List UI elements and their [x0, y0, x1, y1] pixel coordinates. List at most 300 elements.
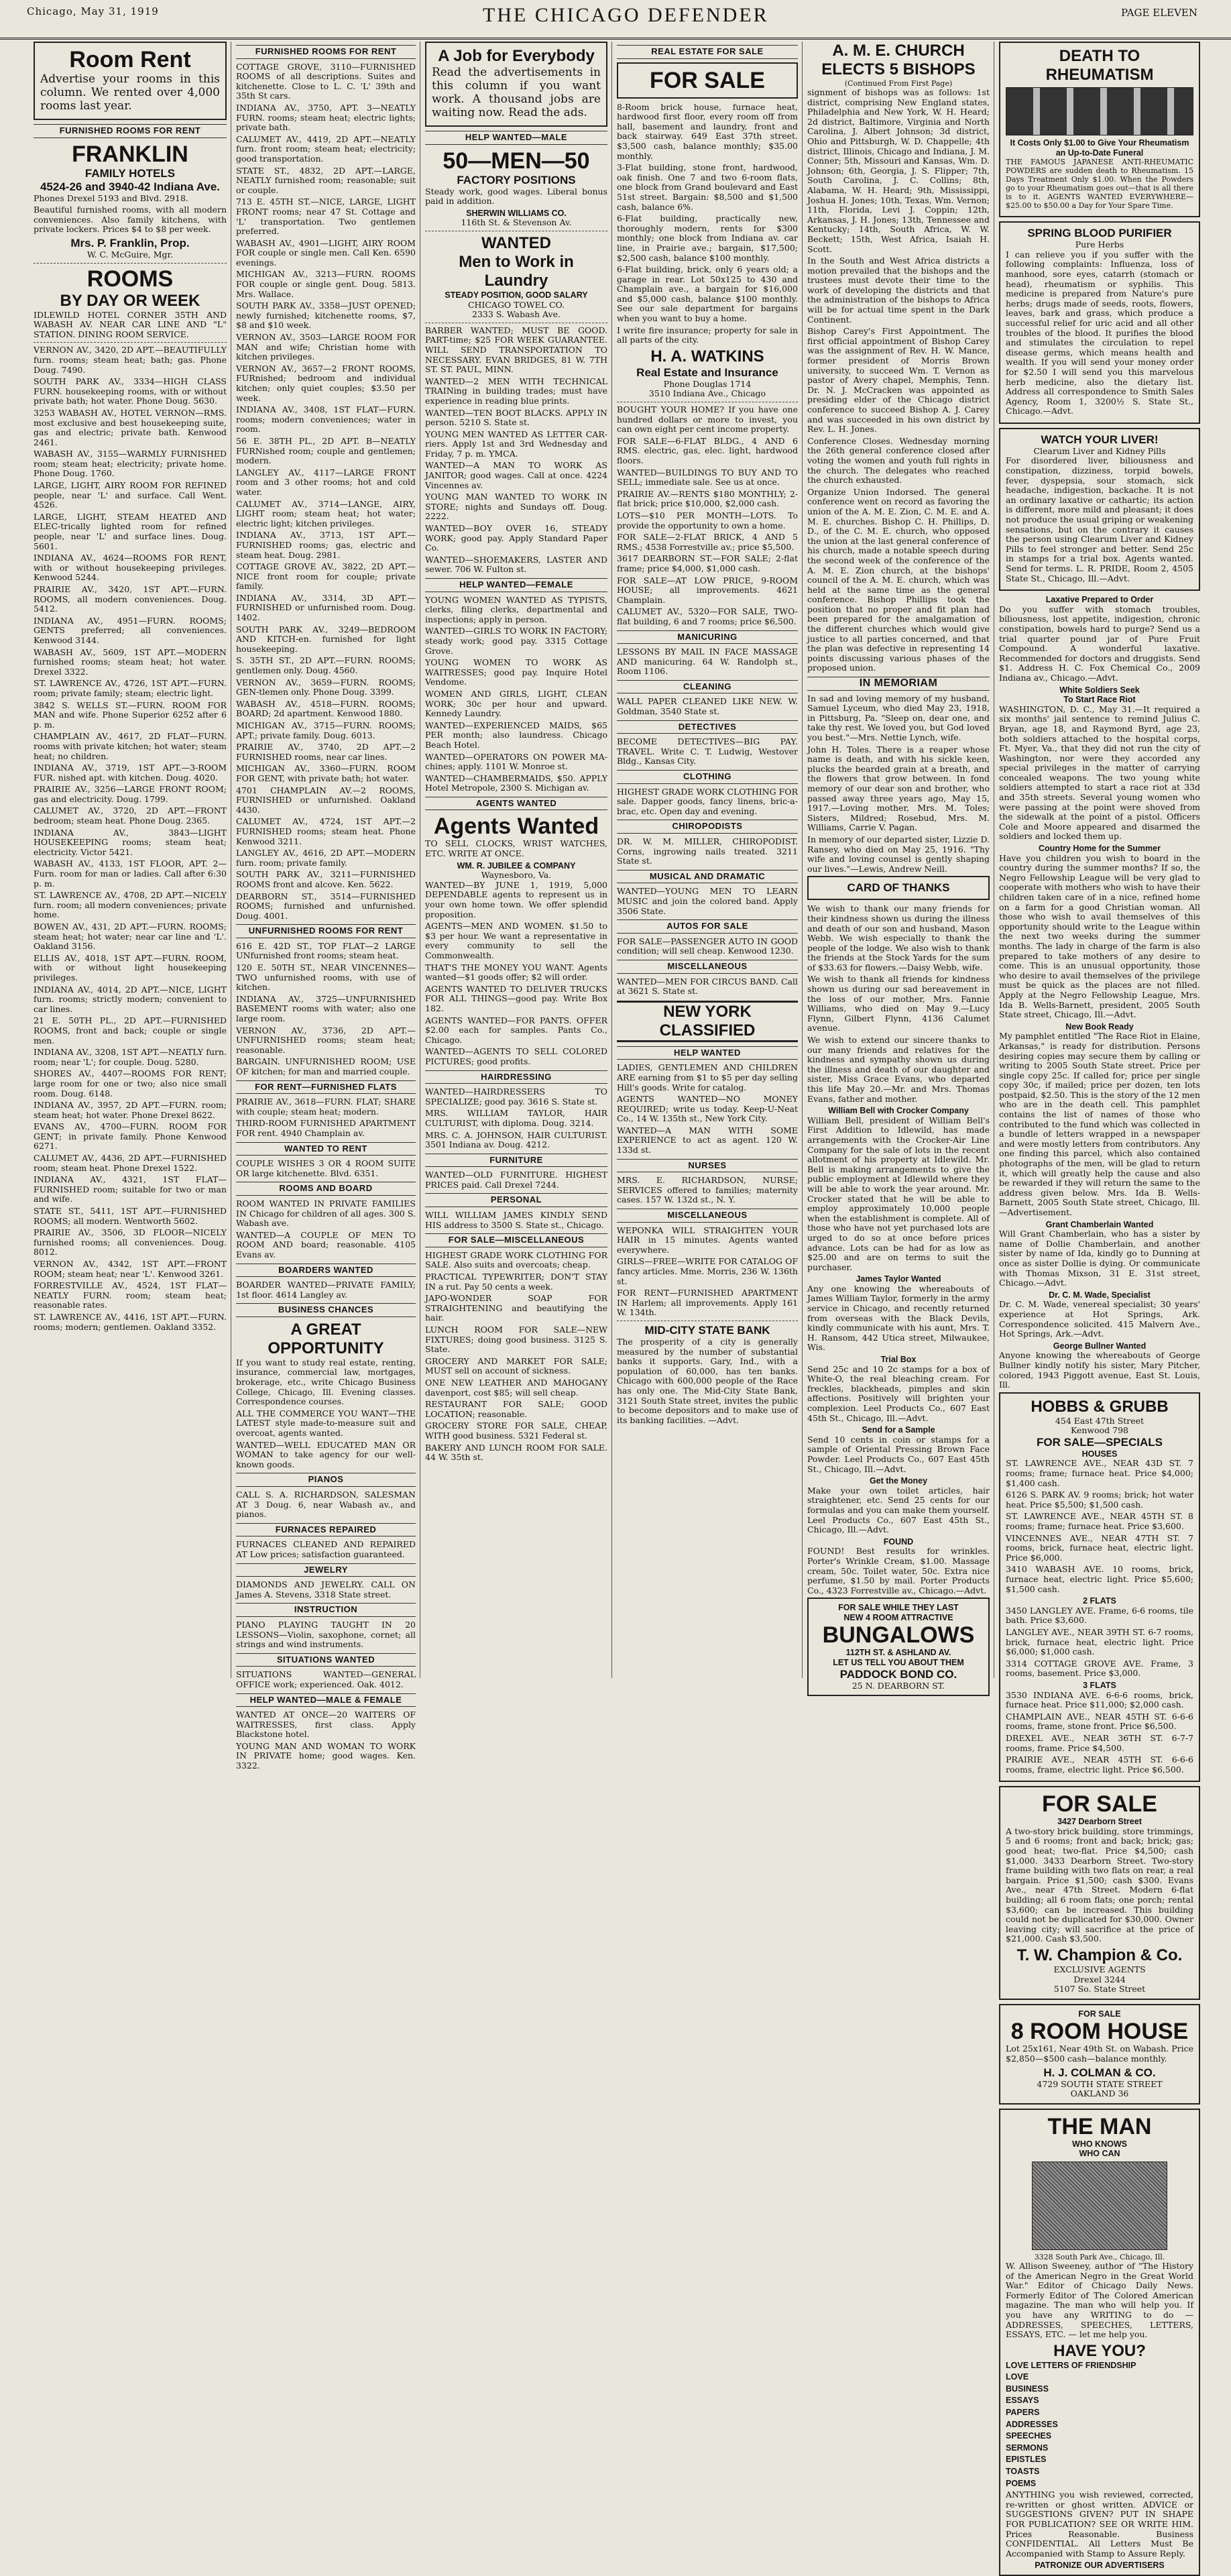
colman-body: Lot 25x161, Near 49th St. on Wabash. Price $2,850—$500 cash—balance monthly.	[1006, 2043, 1193, 2064]
midcity-body: The prosperity of a city is generally measured by the number of substantial banks it supports. Gary, Ind., with a population of 60,000, has ten banks. Chicago with 600,000 people of the Race has only one. The Mid-City State Bank, 3121 South State street, invites the public to become depositors and to make use of its banking facilities. —Advt.	[617, 1336, 798, 1425]
getmoney-title: Get the Money	[869, 1476, 928, 1486]
section-heading: PERSONAL	[425, 1193, 607, 1207]
section-heading: PIANOS	[236, 1473, 416, 1487]
classified-item: WANTED—GIRLS TO WORK IN FACTORY; steady work; good pay. 3315 Cottage Grove.	[425, 626, 607, 656]
trial-body: Send 25c and 10 2c stamps for a box of White-O, the real bleaching cream. For freckles, blackheads, pimples and skin affections. Positively will brighten your complexion. Leel Products Co., 607 East 45th St., Chicago, Ill.—Advt.	[807, 1363, 990, 1423]
classified-item: LADIES, GENTLEMEN AND CHILDREN ARE earning from $1 to $5 per day selling Hill's goods. Write for catalog.	[617, 1062, 798, 1093]
classified-item: DR. W. M. MILLER, CHIROPODIST. Corns, ingrowing nails treated. 3211 State st.	[617, 836, 798, 866]
classified-item: BOWEN AV., 431, 2D APT.—FURN. ROOMS; steam heat; hot water; near car line and 'L'. Oakland 3156.	[34, 921, 227, 952]
classified-item: INDIANA AV., 4624—ROOMS FOR RENT, with or without housekeeping privileges. Kenwood 5244.	[34, 553, 227, 583]
col2-ad-list	[236, 1490, 416, 1520]
newbook-title: New Book Ready	[1065, 1021, 1134, 1031]
country-body: Have you children you wish to board in the country during the summer months? If so, the Negro Fellowship League will be very glad to cooperate with mothers who wish to have their children taken care of in a nice, refined home on a farm for a good Christian woman. All those who wish to avail themselves of this opportunity should write to the League within the next two weeks during the summer months. The lady in charge of the farm is also prepared to take mothers of any desire to come. This is an unusual opportunity, those who desire to avail themselves of the privilege must be quick as the places are not filled. Apply at the Negro Fellowship League, Mrs. Ida B. Wells-Barnett, president, 2005 South State street, Chicago, Ill.—Advt.	[999, 852, 1200, 1020]
classified-item: ROOM WANTED IN PRIVATE FAMILIES IN Chicago for children of all ages. 300 S. Wabash ave.	[236, 1198, 416, 1229]
col4-ad-list	[617, 1063, 798, 1155]
laundry-addr: 2333 S. Wabash Ave.	[472, 309, 561, 320]
rheumatism-title: DEATH TO RHEUMATISM	[1045, 47, 1154, 84]
col2-ad-list	[236, 942, 416, 1077]
classified-item: LOVE	[1006, 2372, 1029, 2382]
room-rent-body: Advertise your rooms in this column. We rented over 4,000 rooms last year.	[40, 72, 220, 113]
colman-phone: OAKLAND 36	[1070, 2088, 1129, 2099]
bungalow-sub: NEW 4 ROOM ATTRACTIVE	[843, 1612, 953, 1622]
memoriam-list	[807, 694, 990, 875]
section-heading: HELP WANTED	[617, 1046, 798, 1060]
col2-ad-list	[236, 1670, 416, 1689]
fifty-men-firm: SHERWIN WILLIAMS CO.	[466, 208, 567, 218]
classified-item: INDIANA AV., 3750, APT. 3—NEATLY FURN. rooms; steam heat; electric lights; private bath.	[236, 102, 416, 133]
classified-item: WANTED—MEN FOR CIRCUS BAND. Call at 3621 S. State st.	[617, 976, 798, 997]
champion-title: T. W. Champion & Co.	[1016, 1946, 1183, 1964]
classified-item: PRAIRIE AV., 3420, 1ST APT.—FURN. ROOMS, all modern conveniences. Doug. 5412.	[34, 584, 227, 614]
section-heading: BUSINESS CHANCES	[236, 1303, 416, 1317]
classified-item: WANTED—CHAMBERMAIDS, $50. APPLY Hotel Metropole, 2300 S. Michigan av.	[425, 773, 607, 793]
classified-item: ST. LAWRENCE AV., 4416, 1ST APT.—FURN. rooms; modern; gentlemen. Oakland 3352.	[34, 1311, 227, 1332]
col2-ad-list	[236, 1097, 416, 1138]
classified-item: PRAIRIE AV.—RENTS $180 MONTHLY; 2-flat brick; price $10,000, $2,000 cash.	[617, 488, 798, 509]
classified-item: AGENTS WANTED TO DELIVER TRUCKS FOR ALL THINGS—good pay. Write Box 182.	[425, 983, 607, 1013]
forsale2-addr: 3427 Dearborn Street	[1057, 1817, 1142, 1827]
classified-item: HIGHEST GRADE WORK CLOTHING FOR SALE. Also suits and overcoats; cheap.	[425, 1249, 607, 1270]
column-rule	[802, 42, 803, 1678]
section-heading: NURSES	[617, 1159, 798, 1173]
classified-item: BECOME DETECTIVES—BIG PAY. TRAVEL. Write C. T. Ludwig, Westover Bldg., Kansas City.	[617, 736, 798, 767]
wade-title: Dr. C. M. Wade, Specialist	[1049, 1290, 1151, 1300]
champion-sub: EXCLUSIVE AGENTS	[1053, 1964, 1146, 1974]
classified-item: BARGAIN. UNFURNISHED ROOM; USE OF kitchen; for man and married couple.	[236, 1056, 416, 1076]
col2-ad-list	[236, 62, 416, 921]
classified-item: PRAIRIE AVE., NEAR 45TH ST. 6-6-6 rooms, frame, electric light. Price $6,500.	[1006, 1754, 1193, 1775]
hobbs-ad	[999, 1392, 1200, 1783]
rooms-ad	[34, 266, 227, 340]
rooms-body: IDLEWILD HOTEL CORNER 35TH AND WABASH AV. NEAR CAR LINE AND "L" STATION. DINING ROOM SERVICE.	[34, 309, 227, 339]
classified-item: INDIANA AV., 3408, 1ST FLAT—FURN. rooms; modern conveniences; water in room.	[236, 404, 416, 435]
hobbs-list	[1006, 1459, 1193, 1594]
classified-item: INDIANA AV., 3725—UNFURNISHED BASEMENT rooms with water; also one large room.	[236, 993, 416, 1024]
classified-item: 6-Flat building, practically new, thoroughly modern, rents for $300 monthly; one block from Indiana av. car line, in Prairie ave.; bargain, $17,500; $2,500 cash, balance $100 monthly.	[617, 213, 798, 263]
col2-ad-list	[236, 1580, 416, 1600]
getmoney-body: Make your own toilet articles, hair straightener, etc. Send 25 cents for our formulas and you can make them yourself. Leel Products Co., 607 East 45th St., Chicago, Ill.—Advt.	[807, 1485, 990, 1535]
col3-ad-list	[425, 1251, 607, 1463]
agents-addr: Waynesboro, Va.	[481, 870, 552, 881]
classified-item: 3530 INDIANA AVE. 6-6-6 rooms, brick, furnace heat. Price $11,000; $2,000 cash.	[1006, 1689, 1193, 1710]
classified-item: MICHIGAN AV., 3360—FURN. ROOM FOR GENT, with private bath; hot water.	[236, 763, 416, 783]
classified-item: ALL THE COMMERCE YOU WANT—THE LATEST style made-to-measure suit and overcoat, agents wanted.	[236, 1408, 416, 1439]
classified-item: WANTED—AGENTS TO SELL COLORED PICTURES; good profits.	[425, 1046, 607, 1066]
ame-sub: ELECTS 5 BISHOPS	[821, 60, 976, 78]
classified-item: WANTED—A COUPLE OF MEN TO ROOM AND board; reasonable. 4105 Evans av.	[236, 1229, 416, 1259]
bungalow-firm: PADDOCK BOND CO.	[839, 1667, 957, 1681]
classified-item: MRS. WILLIAM TAYLOR, HAIR CULTURIST, with diploma. Doug. 3214.	[425, 1108, 607, 1128]
classified-item: WANTED—BY JUNE 1, 1919, 5,000 DEPENDABLE agents to represent us in your own home town. We offer splendid proposition.	[425, 879, 607, 919]
classified-item: PRAIRIE AV., 3506, 3D FLOOR—NICELY furnished rooms; all conveniences. Doug. 8012.	[34, 1227, 227, 1257]
classified-item: WALL PAPER CLEANED LIKE NEW. W. Goldman, 3540 State st.	[617, 696, 798, 717]
section-heading: AGENTS WANTED	[425, 797, 607, 811]
found-body: FOUND! Best results for wrinkles. Porter's Wrinkle Cream, $1.00. Massage cream, 50c. Toilet water, 50c. Extra nice perfume, $1.50 by mail. Porter Products Co., 4323 Forrestville av., Chicago.—Advt.	[807, 1546, 990, 1595]
classified-item: CALUMET AV., 3714—LANGE, AIRY, LIGHT room; steam heat; hot water; electric light; kitchen privileges.	[236, 498, 416, 528]
room-rent-box	[34, 42, 227, 120]
col2-ad-list	[236, 1409, 416, 1470]
col2-ad-list	[236, 1280, 416, 1300]
section-heading: INSTRUCTION	[236, 1603, 416, 1617]
classified-item: In the South and West Africa districts a motion prevailed that the bishops and the trustees must devote their time to the work of developing the districts and that the administration of the bishops to Africa will be for actual time spent in the Dark Continent.	[807, 256, 990, 325]
liver-body: For disordered liver, biliousness and constipation, dizziness, torpid bowels, fever, dyspepsia, sour stomach, sick headache, indigestion, backache. It is not an ordinary laxative or cathartic; its action is different, more mild and pleasant; it does not produce the usual griping or weakening sensations, but on the contrary it causes the person using Clearum Liver and Kidney Pills to feel stronger and better. Send 25c in stamps for a trial box. Agents wanted. Send for terms. L. R. PRIDE, Room 2, 4505 State St., Chicago, Ill.—Advt.	[1006, 455, 1193, 583]
classified-item: WANTED—HAIRDRESSERS TO SPECIALIZE; good pay. 3616 S. State st.	[425, 1086, 607, 1107]
col3-ad-list	[425, 881, 607, 1067]
col4-ad-list	[617, 405, 798, 626]
rheumatism-sub: It Costs Only $1.00 to Give Your Rheumatism an Up-to-Date Funeral	[1010, 138, 1189, 158]
classified-item: Organize Union Indorsed. The general conference went on record as favoring the union of the A. M. E. Zion, C. M. E. and A. M. E. churches. Bishop C. H. Phillips, D. D., of the C. M. E. church, who opposed the union at the last general conference of his church, made a notable speech during the second week of the conference of the A. M. E. Zion church, at the bishops' council of the A. M. E. church, which was held at the same time as the general conference. Bishop Phillips took the position that no proper and fit plan had been prepared for the amalgamation of the different churches which would give justice to all parties concerned, and that the plan was defective in representing 14 points discussing various phases of the proposed union.	[807, 486, 990, 673]
col3-ad-list	[425, 1211, 607, 1230]
job-title: A Job for Everybody	[438, 47, 595, 65]
classified-item: 6126 S. PARK AV. 9 rooms; brick; hot water heat. Price $5,500; $1,500 cash.	[1006, 1490, 1193, 1510]
classified-item: PRAIRIE AV., 3740, 2D APT.—2 FURNISHED rooms, near car lines.	[236, 742, 416, 762]
masthead-date: Chicago, May 31, 1919	[27, 5, 159, 17]
classified-item: WANTED—OLD FURNITURE. HIGHEST PRICES paid. Call Drexel 7244.	[425, 1170, 607, 1190]
section-heading: MISCELLANEOUS	[617, 960, 798, 974]
col1-ad-list	[34, 345, 227, 1332]
col4-ad-list	[617, 887, 798, 916]
classified-item: VERNON AV., 3657—2 FRONT ROOMS, FURnished; bedroom and individual kitchen; only quiet couples; $3.50 per week.	[236, 363, 416, 403]
section-heading: CLEANING	[617, 680, 798, 694]
col2-ad-list	[236, 1620, 416, 1650]
classified-item: LESSONS BY MAIL IN FACE MASSAGE AND manicuring. 64 W. Randolph st., Room 1106.	[617, 647, 798, 677]
classified-item: LOVE LETTERS OF FRIENDSHIP	[1006, 2360, 1136, 2370]
classified-item: SHORES AV., 4407—ROOMS FOR RENT; large room for one or two; also nice small room. Doug. 6148.	[34, 1068, 227, 1099]
ame-title: A. M. E. CHURCH	[832, 42, 965, 60]
classified-item: 3-Flat building, stone front, hardwood, oak finish. One 7 and two 6-room flats, one block from Grand boulevard and East 51st street. Bargain: $8,500 and $1,500 cash, balance 6%.	[617, 162, 798, 212]
classified-item: We wish to thank our many friends for their kindness shown us during the illness and death of our son and husband, Mason Webb. We wish especially to thank the people of the lodge. We also wish to thank the friends at the Stock Yards for the sum of $33.63 for flowers.—Daisy Webb, wife.	[807, 903, 990, 972]
classified-item: 21 E. 50TH PL., 2D APT.—FURNISHED ROOMS, front and back; couple or single men.	[34, 1015, 227, 1046]
patronize-line: PATRONIZE OUR ADVERTISERS	[1035, 2561, 1165, 2571]
classified-item: PAPERS	[1006, 2408, 1040, 2418]
the-man-list	[1006, 2361, 1193, 2489]
rheumatism-ad	[999, 42, 1200, 217]
classified-item: AGENTS—MEN AND WOMEN. $1.50 to $3 per hour. We want a representative in every community to sell the Commonwealth.	[425, 921, 607, 960]
column-rule	[611, 42, 612, 1678]
agents-firm: WM. R. JUBILEE & COMPANY	[457, 860, 576, 871]
opportunity-ad	[236, 1321, 416, 1407]
bungalow-top: FOR SALE WHILE THEY LAST	[838, 1603, 959, 1613]
ny-classified-heading: NEW YORK CLASSIFIED	[617, 1001, 798, 1042]
classified-item: 616 E. 42D ST., TOP FLAT—2 LARGE UNfurnished front rooms; steam heat.	[236, 940, 416, 961]
section-heading: HELP WANTED—MALE & FEMALE	[236, 1693, 416, 1707]
hobbs-houses: HOUSES	[1081, 1449, 1118, 1459]
champion-phone: Drexel 3244	[1073, 1974, 1126, 1984]
classified-item: DIAMONDS AND JEWELRY. CALL ON James A. Stevens, 3318 State street.	[236, 1579, 416, 1600]
laundry-title: WANTED	[481, 233, 551, 252]
col2-ad-list	[236, 1540, 416, 1559]
classified-item: WABASH AV., 4133, 1ST FLOOR, APT. 2—Furn. room for man or ladies. Call after 6:30 p. m.	[34, 858, 227, 889]
have-you: HAVE YOU?	[1053, 2341, 1146, 2360]
classified-item: SOUTH PARK AV., 3211—FURNISHED ROOMS front and alcove. Ken. 5622.	[236, 869, 416, 889]
classified-item: WOMEN AND GIRLS, LIGHT, CLEAN WORK; 30c per hour and upward. Kennedy Laundry.	[425, 688, 607, 719]
classified-item: 3842 S. WELLS ST.—FURN. ROOM FOR MAN and wife. Phone Superior 6252 after 6 p. m.	[34, 699, 227, 730]
fifty-men-title: 50—MEN—50	[443, 148, 590, 174]
agents-ad	[425, 814, 607, 880]
section-heading: CLOTHING	[617, 770, 798, 784]
classified-item: Bishop Carey's First Appointment. The first official appointment of Bishop Carey was the assignment of Rev. H. W. Mance, former president of Morris Brown university, to succeed Wm. T. Vernon as pastor of Avery chapel, Memphis, Tenn. Dr. N. J. McCracken was appointed as presiding elder of the Chicago district conference to succeed Bishop A. J. Carey and was succeeded in his own district by Rev. L. H. Jones.	[807, 326, 990, 435]
section-heading: MUSICAL AND DRAMATIC	[617, 870, 798, 884]
classified-item: INDIANA AV., 4321, 1ST FLAT—FURNISHED room; suitable for two or man and wife.	[34, 1174, 227, 1205]
classified-item: VERNON AV., 3420, 2D APT.—BEAUTIFULLY furn. rooms; steam heat; bath; gas. Phone Doug. 7490.	[34, 345, 227, 375]
bungalow-title: BUNGALOWS	[822, 1622, 975, 1648]
classified-item: PIANO PLAYING TAUGHT IN 20 LESSONS—Violin, saxophone, cornet; all strings and wind instruments.	[236, 1619, 416, 1650]
for-sale-banner: FOR SALE	[617, 62, 798, 99]
the-man-addr: 3328 South Park Ave., Chicago, Ill.	[1034, 2252, 1165, 2261]
watkins-addr: 3510 Indiana Ave., Chicago	[648, 388, 766, 399]
section-heading: FURNACES REPAIRED	[236, 1523, 416, 1537]
classified-item: VERNON AV., 3503—LARGE ROOM FOR MAN and wife; Christian home with kitchen privileges.	[236, 332, 416, 362]
section-heading: FOR RENT—FURNISHED FLATS	[236, 1080, 416, 1095]
classified-item: INDIANA AV., 3208, 1ST APT.—NEATLY furn. room; near 'L'; for couple. Doug. 5280.	[34, 1047, 227, 1067]
fifty-men-sub: FACTORY POSITIONS	[457, 173, 576, 186]
section-heading: MANICURING	[617, 630, 798, 645]
franklin-name: FRANKLIN	[72, 141, 188, 167]
col4-ad-list	[617, 977, 798, 997]
soldiers-sub: To Start Race Riot	[1063, 695, 1136, 705]
section-heading: HELP WANTED—FEMALE	[425, 578, 607, 592]
classified-item: CALUMET AV., 5320—FOR SALE, TWO-flat building, 6 and 7 rooms; price $6,500.	[617, 606, 798, 626]
section-heading: FOR SALE—MISCELLANEOUS	[425, 1233, 607, 1247]
classified-item: WANTED—TEN BOOT BLACKS. APPLY IN person. 5210 S. State st.	[425, 407, 607, 428]
column-6	[999, 42, 1200, 2571]
masthead-title: THE CHICAGO DEFENDER	[483, 4, 769, 26]
classified-item: POEMS	[1006, 2478, 1037, 2488]
classified-item: CALUMET AV., 4436, 2D APT.—FURNISHED room; steam heat. Phone Drexel 1522.	[34, 1153, 227, 1173]
the-man-ad	[999, 2109, 1200, 2576]
thanks-list	[807, 904, 990, 1104]
section-heading: CHIROPODISTS	[617, 820, 798, 834]
hobbs-list	[1006, 1691, 1193, 1775]
classified-item: YOUNG MAN WANTED TO WORK IN STORE; nights and Sundays off. Doug. 2222.	[425, 492, 607, 522]
wade-body: Dr. C. M. Wade, venereal specialist; 30 years' experience at Hot Springs, Ark. Correspondence solicited. 415 Malvern Ave., Hot Springs, Ark.—Advt.	[999, 1299, 1200, 1339]
franklin-prop: Mrs. P. Franklin, Prop.	[70, 236, 190, 249]
col2-ad-list	[236, 1199, 416, 1260]
fifty-men-addr: 116th St. & Stevenson Av.	[461, 217, 572, 228]
classified-item: 4701 CHAMPLAIN AV.—2 ROOMS, FURNISHED or unfurnished. Oakland 4430.	[236, 785, 416, 815]
spring-sub: Pure Herbs	[1075, 239, 1124, 250]
col2-ad-list	[236, 1710, 416, 1771]
sample-body: Send 10 cents in coin or stamps for a sample of Oriental Pressing Brown Face Powder. Leel Products Co., 607 East 45th St., Chicago, Ill.—Advt.	[807, 1434, 990, 1474]
watkins-name: H. A. WATKINS	[650, 347, 764, 366]
classified-item: VINCENNES AVE., NEAR 47TH ST. 7 rooms, brick, furnace heat, electric light. Price $6,000.	[1006, 1532, 1193, 1563]
classified-item: MICHIGAN AV., 3213—FURN. ROOMS FOR couple or single gent. Doug. 5813. Mrs. Wallace.	[236, 269, 416, 299]
section-heading: FURNITURE	[425, 1154, 607, 1168]
classified-item: 3253 WABASH AV., HOTEL VERNON—RMS. most exclusive and best housekeeping suite, gas and electric; private bath. Kenwood 2461.	[34, 407, 227, 447]
classified-item: WANTED—A MAN WITH SOME EXPERIENCE to act as agent. 120 W. 133d st.	[617, 1125, 798, 1156]
midcity-title: MID-CITY STATE BANK	[644, 1323, 770, 1337]
classified-item: FOR SALE—6-FLAT BLDG., 4 AND 6 RMS. electric, gas, elec. light, hardwood floors.	[617, 435, 798, 465]
col4-ad-list	[617, 787, 798, 817]
classified-item: Conference Closes. Wednesday morning the 26th general conference closed after voting the women and youth full rights in the church. The delegates who reached the church exhausted.	[807, 435, 990, 486]
hearse-illustration	[1006, 87, 1193, 135]
classified-item: CALL S. A. RICHARDSON, SALESMAN AT 3 Doug. 6, near Wabash av., and pianos.	[236, 1490, 416, 1520]
classified-item: MRS. C. A. JOHNSON, HAIR CULTURIST. 3501 Indiana av. Doug. 4212.	[425, 1129, 607, 1150]
classified-item: WANTED—BUILDINGS TO BUY AND TO SELL; immediate sale. See us at once.	[617, 467, 798, 488]
classified-item: EVANS AV., 4700—FURN. ROOM FOR GENT; in private family. Phone Kenwood 6271.	[34, 1121, 227, 1152]
forsale2-title: FOR SALE	[1042, 1791, 1157, 1817]
laundry-line: STEADY POSITION, GOOD SALARY	[445, 290, 588, 300]
classified-item: INDIANA AV., 3843—LIGHT HOUSEKEEPING rooms; steam heat; electricity. Victor 5421.	[34, 827, 227, 857]
agents-title: Agents Wanted	[433, 814, 599, 840]
classified-item: FOR SALE—AT LOW PRICE, 9-ROOM HOUSE; all improvements. 4621 Champlain.	[617, 575, 798, 605]
classified-item: WABASH AV., 4518—FURN. ROOMS; BOARD; 2d apartment. Kenwood 1880.	[236, 698, 416, 719]
bungalow-line: LET US TELL YOU ABOUT THEM	[833, 1658, 964, 1668]
classified-item: WABASH AV., 4901—LIGHT, AIRY ROOM FOR couple or single men. Call Ken. 6590 evenings.	[236, 237, 416, 268]
colman-addr: 4729 SOUTH STATE STREET	[1037, 2078, 1163, 2089]
classified-item: We wish to extend our sincere thanks to our many friends and relatives for the kindness and sympathy shown us during the illness and death of our daughter and sister, Miss Grace Evans, who departed this life May 20.—Mr. and Mrs. Thomas Evans, father and mother.	[807, 1035, 990, 1104]
classified-item: BOARDER WANTED—PRIVATE FAMILY; 1st floor. 4614 Langley av.	[236, 1280, 416, 1300]
masthead-page: PAGE ELEVEN	[1120, 7, 1197, 19]
classified-item: WANTED—SHOEMAKERS, LASTER AND sewer. 706 W. Fulton st.	[425, 554, 607, 575]
section-heading: REAL ESTATE FOR SALE	[617, 45, 798, 59]
hobbs-addr: 454 East 47th Street	[1055, 1415, 1145, 1426]
classified-item: DREXEL AVE., NEAR 36TH ST. 6-7-7 rooms, frame. Price $4,500.	[1006, 1732, 1193, 1753]
fifty-men-ad	[425, 148, 607, 228]
column-4	[617, 42, 798, 1678]
classified-item: SPEECHES	[1006, 2431, 1052, 2441]
col2-ad-list	[236, 1159, 416, 1178]
bungalow-addr: 112TH ST. & ASHLAND AV.	[845, 1648, 951, 1658]
classified-item: WANTED—2 MEN WITH TECHNICAL TRAINing in building trades; must have experience in reading blue prints.	[425, 376, 607, 406]
hobbs-phone: Kenwood 798	[1070, 1425, 1129, 1436]
colman-ad	[999, 2004, 1200, 2105]
classified-item: CALUMET AV., 3720, 2D APT.—FRONT bedroom; steam heat. Phone Doug. 2365.	[34, 805, 227, 826]
classified-item: ONE NEW LEATHER AND MAHOGANY davenport, cost $85; will sell cheap.	[425, 1377, 607, 1398]
trial-title: Trial Box	[880, 1355, 917, 1365]
col3-ad-list	[425, 596, 607, 793]
classified-item: INDIANA AV., 3719, 1ST APT.—3-ROOM FUR. nished apt. with kitchen. Doug. 4020.	[34, 763, 227, 783]
classified-item: 3617 DEARBORN ST.—FOR SALE; 2-flat frame; price $4,000, $1,000 cash.	[617, 553, 798, 573]
section-heading: DETECTIVES	[617, 720, 798, 734]
classified-item: SERMONS	[1006, 2443, 1049, 2453]
hobbs-list	[1006, 1606, 1193, 1679]
classified-item: LUNCH ROOM FOR SALE—NEW FIXTURES; doing good business. 3125 S. State.	[425, 1325, 607, 1355]
classified-item: I write fire insurance; property for sale in all parts of the city.	[617, 325, 798, 345]
classified-item: FORRESTVILLE AV., 4524, 1ST FLAT—NEATLY FURN. room; steam heat; reasonable rates.	[34, 1280, 227, 1310]
forsale2-ad	[999, 1786, 1200, 2000]
classified-item: BAKERY AND LUNCH ROOM FOR SALE. 44 W. 35th st.	[425, 1442, 607, 1463]
section-heading: AUTOS FOR SALE	[617, 919, 798, 934]
classified-item: CALUMET AV., 4724, 1ST APT.—2 FURNISHED rooms; steam heat. Phone Kenwood 3211.	[236, 816, 416, 846]
hobbs-flats: 2 FLATS	[1083, 1596, 1116, 1606]
the-man-who: WHO KNOWS	[1072, 2139, 1127, 2149]
agents-body: TO SELL CLOCKS, WRIST WATCHES, ETC. WRITE AT ONCE.	[425, 838, 607, 859]
opportunity-body: If you want to study real estate, renting, insurance, commercial law, mortgages, brokerage, etc., write Chicago Business College, Chicago, Ill. Evening classes. Correspondence courses.	[236, 1357, 416, 1407]
classified-item: FOR SALE—2-FLAT BRICK, 4 AND 5 RMS.; 4538 Forrestville av.; price $5,500.	[617, 532, 798, 552]
classified-item: INDIANA AV., 4014, 2D APT.—NICE, LIGHT furn. rooms; strictly modern; convenient to car lines.	[34, 984, 227, 1014]
classified-item: ELLIS AV., 4018, 1ST APT.—FURN. ROOM, with or without light housekeeping privileges.	[34, 952, 227, 983]
classified-item: SOUTH PARK AV., 3249—BEDROOM AND KITCH-en. furnished for light housekeeping.	[236, 624, 416, 654]
section-heading: MISCELLANEOUS	[617, 1209, 798, 1223]
classified-item: WEPONKA WILL STRAIGHTEN YOUR HAIR in 15 minutes. Agents wanted everywhere.	[617, 1225, 798, 1255]
column-3	[425, 42, 607, 1678]
classified-item: THIRD-ROOM FURNISHED APARTMENT FOR rent. 4940 Champlain av.	[236, 1118, 416, 1138]
col4-ad-list	[617, 737, 798, 767]
dalee-title: Grant Chamberlain Wanted	[1045, 1219, 1154, 1229]
col3-ad-list	[425, 1087, 607, 1150]
classified-item: TOASTS	[1006, 2467, 1040, 2477]
franklin-ad	[34, 142, 227, 260]
laxative-body: Do you suffer with stomach troubles, biliousness, lost appetite, indigestion, chronic constipation, bowels hard to purge? Send us a trial quarter pound jar of Pure Fruit Compound. A wonderful laxative. Recommended for doctors and druggists. Send $1. Address H. C. Fox Chemical Co., 2009 Indiana av., Chicago.—Advt.	[999, 604, 1200, 683]
taylor-title: James Taylor Wanted	[856, 1274, 941, 1284]
classified-item: John H. Toles. There is a reaper whose name is death, and with his sickle keen, plucks the bearded grain at a breath, and the flowers that grow between. In fond memory of our dear son and brother, who passed away three years ago, May 15, 1917.—Loving mother, Mrs. M. Toles; Sisters, Mildred; Rosebud, Mrs. M. Williams, Carrie V. Pagan.	[807, 744, 990, 833]
col3-ad-list	[425, 1170, 607, 1190]
newbook-body: My pamphlet entitled "The Race Riot in Elaine, Arkansas," is ready for distribution. Persons desiring copies may secure them by calling or writing to 2005 South State street. Price per single copy 25c. If called for; price per single copy 30c, if mailed; price per dozen, ten lots postpaid, $2.50. This is the story of the 12 men who are in the death cell. This pamphlet contains the list of names of those who contributed to the fund which was collected in a bundle of letters wrapped in a newspaper and were mostly letters from contributors. Any one finding this parcel, which also contained photographs of the men, will be glad to return it, which will greatly help the cause and also be rewarded if they will return the same to the address given below. Mrs. Ida B. Wells-Barnett, 2005 South State street, Chicago, Ill.—Advertisement.	[999, 1031, 1200, 1217]
franklin-sub: FAMILY HOTELS	[84, 166, 176, 180]
sample-title: Send for a Sample	[862, 1425, 935, 1435]
franklin-body: Beautiful furnished rooms, with all modern conveniences. Also family kitchens, with private lockers. Prices $4 to $8 per week.	[34, 205, 227, 235]
classified-item: THAT'S THE MONEY YOU WANT. Agents wanted—$1 goods offer; $2 will order.	[425, 962, 607, 983]
classified-item: COTTAGE GROVE, 3110—FURNISHED ROOMS of all descriptions. Suites and kitchenette. Close to L. C. 'L' 39th and 35th St cars.	[236, 61, 416, 101]
col4-ad-list	[617, 837, 798, 866]
spring-title: SPRING BLOOD PURIFIER	[1027, 227, 1172, 240]
classified-item: DEARBORN ST., 3514—FURNISHED ROOMS; furnished and unfurnished. Doug. 4001.	[236, 891, 416, 921]
classified-item: 3314 COTTAGE GROVE AVE. Frame, 3 rooms, basement. Price $3,000.	[1006, 1658, 1193, 1679]
ame-article	[807, 88, 990, 673]
section-heading: FURNISHED ROOMS FOR RENT	[236, 45, 416, 59]
opportunity-title: A GREAT OPPORTUNITY	[268, 1320, 384, 1357]
section-heading: ROOMS AND BOARD	[236, 1182, 416, 1196]
rooms-title: ROOMS	[86, 266, 174, 292]
classified-item: LOTS—$10 PER MONTH—LOTS. To provide the opportunity to own a home.	[617, 510, 798, 530]
section-heading: SITUATIONS WANTED	[236, 1653, 416, 1667]
col4-ad-list	[617, 1226, 798, 1318]
the-man-can: WHO CAN	[1079, 2149, 1120, 2159]
classified-item: FURNACES CLEANED AND REPAIRED AT Low prices; satisfaction guaranteed.	[236, 1539, 416, 1559]
classified-item: COTTAGE GROVE AV., 3822, 2D APT.—NICE front room for couple; private family.	[236, 561, 416, 592]
bullner-title: George Bullner Wanted	[1053, 1341, 1147, 1351]
classified-item: 56 E. 38TH PL., 2D APT. B—NEATLY FURNished room; couple and gentlemen; modern.	[236, 435, 416, 466]
section-heading: HAIRDRESSING	[425, 1070, 607, 1084]
classified-item: WANTED—EXPERIENCED MAIDS, $65 PER month; also laundress. Chicago Beach Hotel.	[425, 720, 607, 750]
classified-item: INDIANA AV., 3314, 3D APT.—FURNISHED or unfurnished room. Doug. 1402.	[236, 592, 416, 623]
classified-item: YOUNG MAN AND WOMAN TO WORK IN PRIVATE home; good wages. Ken. 3322.	[236, 1740, 416, 1771]
classified-item: ST. LAWRENCE AV., 4726, 1ST APT.—FURN. room; private family; steam; electric light.	[34, 678, 227, 698]
colman-firm: H. J. COLMAN & CO.	[1043, 2066, 1156, 2079]
classified-item: FOR RENT—FURNISHED APARTMENT IN Harlem; all improvements. Apply 161 W. 134th.	[617, 1288, 798, 1318]
liver-title: WATCH YOUR LIVER!	[1041, 433, 1159, 446]
the-man-title: THE MAN	[1047, 2113, 1152, 2139]
classified-item: S. 35TH ST., 2D APT.—FURN. ROOMS; gentlemen only. Doug. 4560.	[236, 655, 416, 676]
franklin-mgr: W. C. McGuire, Mgr.	[86, 249, 174, 260]
classified-item: PRACTICAL TYPEWRITER; DON'T STAY IN a rut. Pay 50 cents a week.	[425, 1272, 607, 1292]
champion-addr: 5107 So. State Street	[1053, 1984, 1146, 1995]
section-heading: FURNISHED ROOMS FOR RENT	[34, 124, 227, 138]
classified-item: COUPLE WISHES 3 OR 4 ROOM SUITE OR large kitchenette. Blvd. 6351.	[236, 1158, 416, 1178]
classified-item: WANTED AT ONCE—20 WAITERS OF WAITRESSES, first class. Apply Blackstone hotel.	[236, 1710, 416, 1740]
classified-item: FOR SALE—PASSENGER AUTO IN GOOD condition; will sell cheap. Kenwood 1230.	[617, 936, 798, 956]
bungalow-firmaddr: 25 N. DEARBORN ST.	[852, 1680, 945, 1691]
laundry-firm: CHICAGO TOWEL CO.	[467, 299, 565, 310]
rooms-sub: BY DAY OR WEEK	[60, 291, 200, 310]
classified-item: CHAMPLAIN AVE., NEAR 45TH ST. 6-6-6 rooms, frame, stone front. Price $6,500.	[1006, 1711, 1193, 1732]
section-heading: JEWELRY	[236, 1563, 416, 1577]
fifty-men-body: Steady work, good wages. Liberal bonus paid in addition.	[425, 186, 607, 207]
section-heading: UNFURNISHED ROOMS FOR RENT	[236, 924, 416, 938]
classified-item: 3450 LANGLEY AVE. Frame, 6-6 rooms, tile bath. Price $3,600.	[1006, 1605, 1193, 1626]
classified-item: LANGLEY AV., 4117—LARGE FRONT room and 3 other rooms; hot and cold water.	[236, 467, 416, 497]
bungalow-ad	[807, 1598, 990, 1696]
classified-item: WILL WILLIAM JAMES KINDLY SEND HIS address to 3500 S. State st., Chicago.	[425, 1210, 607, 1230]
hobbs-flats3: 3 FLATS	[1083, 1680, 1116, 1690]
found-title: FOUND	[883, 1536, 914, 1547]
classified-item: VERNON AV., 3659—FURN. ROOMS; GEN-tlemen only. Phone Doug. 3399.	[236, 677, 416, 697]
classified-item: JAPO-WONDER SOAP FOR STRAIGHTENING and beautifying the hair.	[425, 1293, 607, 1323]
col4-ad-list	[617, 103, 798, 345]
classified-item: EPISTLES	[1006, 2455, 1047, 2465]
classified-item: GROCERY STORE FOR SALE, CHEAP, WITH good business. 5321 Federal st.	[425, 1420, 607, 1441]
